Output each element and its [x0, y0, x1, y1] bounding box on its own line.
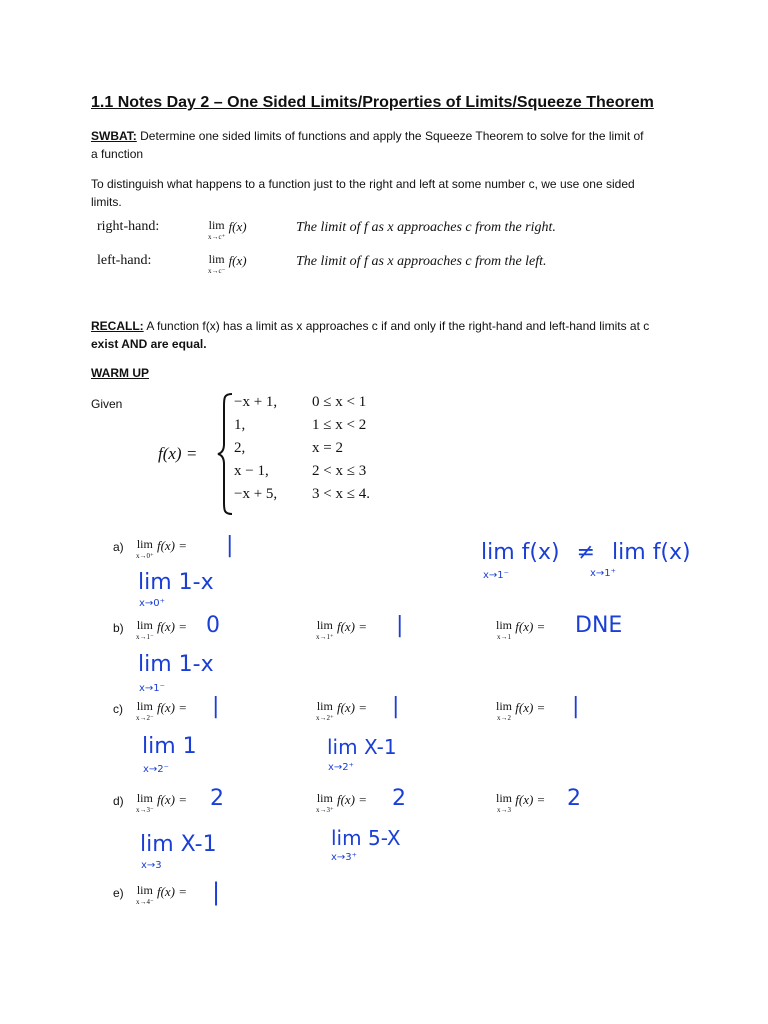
function-notation: f(x) = — [515, 700, 546, 715]
hw-sub: x→3 — [141, 860, 162, 871]
hw-expr: X-1 — [180, 832, 217, 857]
lim-word: lim — [496, 699, 513, 713]
intro-paragraph — [91, 175, 691, 211]
lim-sub: x→c⁻ — [208, 267, 226, 275]
lim-sub: x→c⁺ — [208, 233, 226, 241]
hw-work-c-right — [327, 735, 397, 759]
problem-b-answer-right: | — [396, 613, 404, 638]
problem-c-limit-right — [316, 700, 367, 724]
function-notation: f(x) = — [515, 792, 546, 807]
piece-expression: x − 1, — [234, 463, 269, 479]
recall-text: A function f(x) has a limit as x approaches c if and only if the right-hand and left-hand limits at c — [143, 319, 650, 333]
swbat-paragraph — [91, 127, 691, 163]
problem-d-limit-two-sided — [496, 792, 545, 816]
hw-sub: x→1⁺ — [590, 568, 616, 579]
page-title: 1.1 Notes Day 2 – One Sided Limits/Properties of Limits/Squeeze Theorem — [91, 94, 654, 111]
problem-a-answer: | — [226, 533, 234, 558]
problem-e-answer: | — [212, 878, 221, 906]
left-hand-label: left-hand: — [97, 253, 152, 268]
problem-b-answer-two-sided: DNE — [575, 613, 623, 638]
hw-expr: 1-x — [178, 570, 214, 595]
hw-sub: x→1⁻ — [483, 570, 509, 581]
problem-c-limit-two-sided — [496, 700, 545, 724]
lim-word: lim — [316, 699, 333, 713]
problem-c-answer-two-sided: | — [572, 694, 580, 719]
lim-word: lim — [316, 618, 333, 632]
lim-sub: x→4⁻ — [136, 898, 154, 906]
piece-expression: 2, — [234, 440, 246, 456]
hw-lim: lim — [138, 570, 172, 595]
intro-line-2: limits. — [91, 195, 122, 209]
hw-lim: lim — [142, 734, 176, 759]
hw-sub: x→3⁺ — [331, 852, 357, 863]
recall-text-bold: exist AND are equal. — [91, 337, 207, 351]
problem-b-limit-left — [136, 619, 187, 643]
hw-lim: lim — [481, 540, 515, 565]
hw-work-a — [138, 570, 214, 595]
left-hand-limit — [208, 253, 247, 277]
hw-expr: 1 — [182, 734, 197, 759]
piece-condition: x = 2 — [312, 440, 343, 456]
lim-word: lim — [208, 218, 225, 232]
hw-sub: x→0⁺ — [139, 598, 165, 609]
lim-sub: x→2⁻ — [136, 714, 154, 722]
lim-sub: x→1⁺ — [316, 633, 334, 641]
piecewise-table — [234, 394, 370, 509]
hw-work-c-left — [142, 734, 197, 759]
piece-expression: −x + 1, — [234, 394, 278, 410]
function-notation: f(x) — [228, 219, 247, 234]
lim-word: lim — [496, 791, 513, 805]
piece-row — [234, 486, 370, 509]
lim-word: lim — [208, 252, 225, 266]
lim-word: lim — [136, 537, 153, 551]
function-notation: f(x) = — [336, 700, 368, 715]
hw-expr: X-1 — [363, 735, 397, 759]
function-notation: f(x) — [228, 253, 247, 268]
problem-c-answer-left: | — [212, 694, 220, 719]
problem-b-limit-two-sided — [496, 619, 545, 643]
piece-row — [234, 394, 370, 417]
handwritten-side-note — [481, 540, 691, 565]
function-notation: f(x) = — [156, 700, 188, 715]
piecewise-brace — [216, 392, 234, 516]
hw-work-d-right — [331, 826, 401, 850]
recall-paragraph — [91, 317, 691, 353]
right-hand-label: right-hand: — [97, 219, 160, 234]
lim-sub: x→1⁻ — [136, 633, 154, 641]
hw-sub: x→2⁻ — [143, 764, 169, 775]
problem-c-label: c) — [113, 702, 123, 716]
problem-b-limit-right — [316, 619, 367, 643]
problem-d-answer-two-sided: 2 — [567, 786, 581, 811]
piece-expression: 1, — [234, 417, 246, 433]
hw-expr: 5-X — [367, 826, 401, 850]
given-label: Given — [91, 397, 123, 411]
hw-lim: lim — [140, 832, 174, 857]
left-hand-description: The limit of f as x approaches c from the left. — [296, 254, 547, 269]
problem-a-label: a) — [113, 540, 124, 554]
lim-sub: x→3⁺ — [316, 806, 334, 814]
lim-word: lim — [136, 883, 153, 897]
hw-fx: f(x) — [652, 540, 691, 565]
right-hand-description: The limit of f as x approaches c from the right. — [296, 220, 556, 235]
warmup-heading: WARM UP — [91, 366, 149, 380]
problem-b-answer-left: 0 — [206, 613, 220, 638]
problem-e-label: e) — [113, 886, 124, 900]
piece-condition: 1 ≤ x < 2 — [312, 417, 367, 433]
lim-word: lim — [136, 618, 153, 632]
function-notation: f(x) = — [156, 884, 188, 899]
intro-line-1: To distinguish what happens to a function just to the right and left at some number c, we use one sided — [91, 177, 635, 191]
function-notation: f(x) = — [156, 538, 188, 553]
swbat-text: Determine one sided limits of functions and apply the Squeeze Theorem to solve for the limit of — [136, 129, 644, 143]
lim-word: lim — [136, 791, 153, 805]
hw-lim: lim — [331, 826, 362, 850]
hw-lim: lim — [327, 735, 358, 759]
piece-expression: −x + 5, — [234, 486, 278, 502]
piecewise-function-name: f(x) = — [158, 444, 198, 463]
function-notation: f(x) = — [156, 619, 188, 634]
lim-sub: x→3 — [497, 806, 511, 814]
problem-c-answer-right: | — [392, 694, 400, 719]
problem-c-limit-left — [136, 700, 187, 724]
piece-row — [234, 440, 370, 463]
function-notation: f(x) = — [336, 619, 368, 634]
lim-word: lim — [496, 618, 513, 632]
function-notation: f(x) = — [156, 792, 188, 807]
problem-b-label: b) — [113, 621, 124, 635]
lim-sub: x→2⁺ — [316, 714, 334, 722]
piece-condition: 2 < x ≤ 3 — [312, 463, 367, 479]
lim-word: lim — [136, 699, 153, 713]
piece-row — [234, 417, 370, 440]
lim-sub: x→1 — [497, 633, 511, 641]
hw-lim: lim — [612, 540, 646, 565]
hw-fx: f(x) — [521, 540, 560, 565]
problem-d-label: d) — [113, 794, 124, 808]
lim-sub: x→3⁻ — [136, 806, 154, 814]
hw-not-equal: ≠ — [576, 540, 596, 565]
problem-a-limit — [136, 538, 187, 562]
swbat-text-cont: a function — [91, 147, 144, 161]
piece-row — [234, 463, 370, 486]
hw-lim: lim — [138, 652, 172, 677]
piece-condition: 0 ≤ x < 1 — [312, 394, 367, 410]
lim-word: lim — [316, 791, 333, 805]
swbat-label: SWBAT: — [91, 129, 137, 143]
problem-d-answer-right: 2 — [392, 786, 406, 811]
function-notation: f(x) = — [336, 792, 368, 807]
function-notation: f(x) = — [515, 619, 546, 634]
hw-sub: x→2⁺ — [328, 762, 354, 773]
hw-work-b — [138, 652, 214, 677]
lim-sub: x→0⁺ — [136, 552, 154, 560]
problem-e-limit — [136, 884, 187, 908]
problem-d-limit-left — [136, 792, 187, 816]
right-hand-limit — [208, 219, 247, 243]
lim-sub: x→2 — [497, 714, 511, 722]
hw-sub: x→1⁻ — [139, 683, 165, 694]
hw-work-d-left — [140, 832, 217, 857]
problem-d-answer-left: 2 — [210, 786, 224, 811]
problem-d-limit-right — [316, 792, 367, 816]
recall-label: RECALL: — [91, 319, 144, 333]
piece-condition: 3 < x ≤ 4. — [312, 486, 370, 502]
hw-expr: 1-x — [178, 652, 214, 677]
